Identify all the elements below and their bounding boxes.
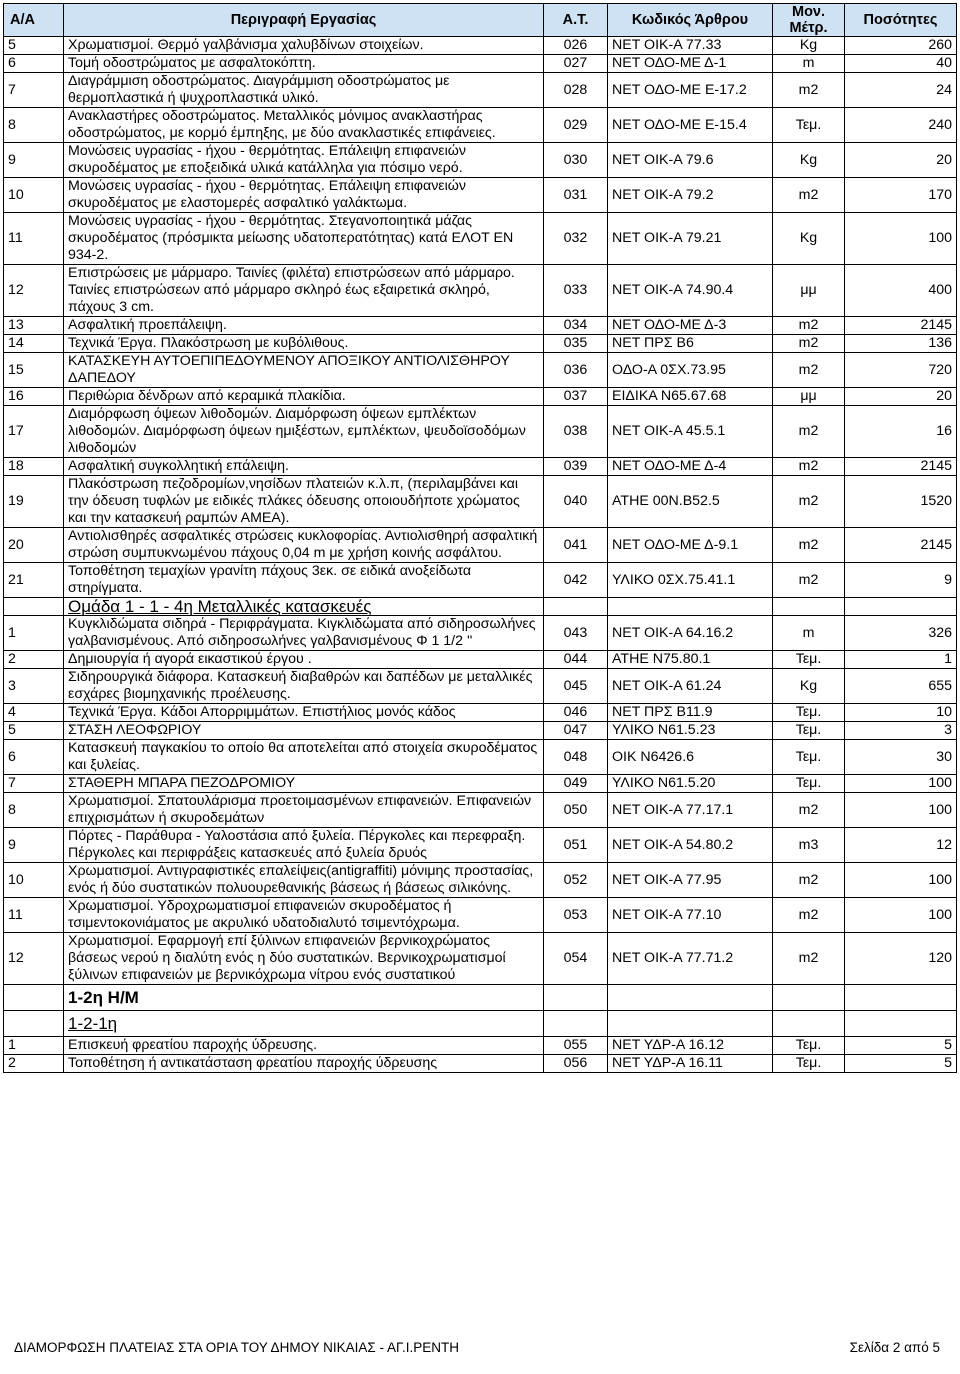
row-quantity: 10 — [845, 704, 957, 722]
row-unit: m2 — [773, 317, 845, 335]
row-description: Χρωματισμοί. Σπατουλάρισμα προετοιμασμένων επιφανειών. Επιφανειών επιχρισμάτων ή σκυροδεμάτων — [64, 793, 544, 828]
row-number: 17 — [4, 406, 64, 458]
table-row — [4, 1037, 957, 1055]
row-article-code: ΕΙΔΙΚΑ Ν65.67.68 — [608, 388, 773, 406]
table-row — [4, 740, 957, 775]
row-description: Τομή οδοστρώματος με ασφαλτοκόπτη. — [64, 55, 544, 73]
table-row — [4, 563, 957, 598]
row-quantity: 20 — [845, 388, 957, 406]
row-article-code: ΑΤΗΕ 00Ν.Β52.5 — [608, 476, 773, 528]
row-quantity: 16 — [845, 406, 957, 458]
row-at: 056 — [544, 1055, 608, 1073]
header-description: Περιγραφή Εργασίας — [64, 4, 544, 37]
row-at: 043 — [544, 616, 608, 651]
row-article-code: ΝΕΤ ΟΔΟ-ΜΕ Δ-9.1 — [608, 528, 773, 563]
row-number: 7 — [4, 73, 64, 108]
row-at: 032 — [544, 213, 608, 265]
row-article-code: ΝΕΤ ΟΔΟ-ΜΕ Δ-4 — [608, 458, 773, 476]
row-number: 5 — [4, 37, 64, 55]
row-at: 048 — [544, 740, 608, 775]
row-at: 035 — [544, 335, 608, 353]
row-unit: Τεμ. — [773, 704, 845, 722]
row-quantity: 24 — [845, 73, 957, 108]
row-at: 054 — [544, 933, 608, 985]
table-row — [4, 406, 957, 458]
row-number: 14 — [4, 335, 64, 353]
row-at: 037 — [544, 388, 608, 406]
row-number: 2 — [4, 651, 64, 669]
row-number: 20 — [4, 528, 64, 563]
row-unit: Τεμ. — [773, 651, 845, 669]
row-at: 027 — [544, 55, 608, 73]
row-quantity: 100 — [845, 863, 957, 898]
row-description: Χρωματισμοί. Θερμό γαλβάνισμα χαλυβδίνων στοιχείων. — [64, 37, 544, 55]
row-number: 10 — [4, 178, 64, 213]
row-description: Επισκευή φρεατίου παροχής ύδρευσης. — [64, 1037, 544, 1055]
row-number: 7 — [4, 775, 64, 793]
row-unit: μμ — [773, 388, 845, 406]
row-description: Αντιολισθηρές ασφαλτικές στρώσεις κυκλοφορίας. Αντιολισθηρή ασφαλτική στρώση συμπυκνωμένου πάχους 0,04 m με χρήση κοινής ασφάλτου. — [64, 528, 544, 563]
row-unit: m2 — [773, 406, 845, 458]
row-description: Μονώσεις υγρασίας - ήχου - θερμότητας. Επάλειψη επιφανειών σκυροδέματος με εποξειδικά υλικά κατάλληλα για πόσιμο νερό. — [64, 143, 544, 178]
footer-project-title: ΔΙΑΜΟΡΦΩΣΗ ΠΛΑΤΕΙΑΣ ΣΤΑ ΟΡΙΑ ΤΟΥ ΔΗΜΟΥ ΝΙΚΑΙΑΣ - ΑΓ.Ι.ΡΕΝΤΗ — [14, 1340, 459, 1355]
row-article-code: ΝΕΤ ΟΙΚ-Α 77.95 — [608, 863, 773, 898]
row-article-code: ΥΛΙΚΟ 0ΣΧ.75.41.1 — [608, 563, 773, 598]
row-article-code: ΝΕΤ ΟΙΚ-Α 77.17.1 — [608, 793, 773, 828]
rows-group-c — [4, 1037, 957, 1073]
row-number: 9 — [4, 828, 64, 863]
table-row — [4, 775, 957, 793]
row-description: Διαγράμμιση οδοστρώματος. Διαγράμμιση οδοστρώματος με θερμοπλαστικά ή ψυχροπλαστικά υλικό. — [64, 73, 544, 108]
row-at: 044 — [544, 651, 608, 669]
row-description: Κατασκευή παγκακίου το οποίο θα αποτελείται από στοιχεία σκυροδέματος και ξυλείας. — [64, 740, 544, 775]
row-article-code: ΝΕΤ ΟΔΟ-ΜΕ Δ-1 — [608, 55, 773, 73]
row-number: 13 — [4, 317, 64, 335]
table-row — [4, 704, 957, 722]
row-at: 041 — [544, 528, 608, 563]
row-unit: m2 — [773, 563, 845, 598]
table-row — [4, 933, 957, 985]
row-number: 21 — [4, 563, 64, 598]
row-quantity: 260 — [845, 37, 957, 55]
row-unit: Τεμ. — [773, 740, 845, 775]
row-unit: Kg — [773, 37, 845, 55]
row-at: 047 — [544, 722, 608, 740]
row-quantity: 5 — [845, 1055, 957, 1073]
row-article-code: ΝΕΤ ΟΔΟ-ΜΕ Ε-17.2 — [608, 73, 773, 108]
row-unit: Τεμ. — [773, 1055, 845, 1073]
row-number: 11 — [4, 898, 64, 933]
row-unit: m2 — [773, 528, 845, 563]
table-row — [4, 458, 957, 476]
row-quantity: 100 — [845, 775, 957, 793]
row-quantity: 240 — [845, 108, 957, 143]
row-article-code: ΝΕΤ ΠΡΣ Β11.9 — [608, 704, 773, 722]
row-unit: Kg — [773, 143, 845, 178]
header-quantity: Ποσότητες — [845, 4, 957, 37]
row-description: ΚΑΤΑΣΚΕΥΗ ΑΥΤΟΕΠΙΠΕΔΟΥΜΕΝΟΥ ΑΠΟΞΙΚΟΥ ΑΝΤΙΟΛΙΣΘΗΡΟΥ ΔΑΠΕΔΟΥ — [64, 353, 544, 388]
row-unit: μμ — [773, 265, 845, 317]
row-article-code: ΥΛΙΚΟ Ν61.5.20 — [608, 775, 773, 793]
row-at: 042 — [544, 563, 608, 598]
row-number: 8 — [4, 108, 64, 143]
table-row — [4, 793, 957, 828]
row-number: 19 — [4, 476, 64, 528]
row-at: 039 — [544, 458, 608, 476]
row-quantity: 1 — [845, 651, 957, 669]
table-row — [4, 55, 957, 73]
row-description: Χρωματισμοί. Αντιγραφιστικές επαλείψεις(antigraffiti) μόνιμης προστασίας, ενός ή δύο συστατικών πολυουρεθανικής βάσεως ή βάσεως σιλικόνης. — [64, 863, 544, 898]
row-unit: m2 — [773, 458, 845, 476]
table-row — [4, 265, 957, 317]
row-quantity: 2145 — [845, 528, 957, 563]
table-row — [4, 213, 957, 265]
row-description: Μονώσεις υγρασίας - ήχου - θερμότητας. Στεγανοποιητικά μάζας σκυροδέματος (πρόσμικτα μείωσης υδατοπερατότητας) κατά ΕΛΟΤ ΕΝ 934-2. — [64, 213, 544, 265]
row-quantity: 326 — [845, 616, 957, 651]
document-page — [3, 3, 956, 1073]
row-number: 15 — [4, 353, 64, 388]
row-article-code: ΝΕΤ ΟΙΚ-Α 79.6 — [608, 143, 773, 178]
row-unit: m2 — [773, 178, 845, 213]
row-description: Δημιουργία ή αγορά εικαστικού έργου . — [64, 651, 544, 669]
row-article-code: ΝΕΤ ΟΔΟ-ΜΕ Δ-3 — [608, 317, 773, 335]
section-title-section — [4, 985, 957, 1037]
row-at: 052 — [544, 863, 608, 898]
table-row — [4, 476, 957, 528]
row-at: 038 — [544, 406, 608, 458]
table-row — [4, 108, 957, 143]
row-article-code: ΝΕΤ ΠΡΣ Β6 — [608, 335, 773, 353]
row-unit: Τεμ. — [773, 722, 845, 740]
row-quantity: 3 — [845, 722, 957, 740]
row-number: 4 — [4, 704, 64, 722]
table-row — [4, 828, 957, 863]
table-row — [4, 616, 957, 651]
row-at: 034 — [544, 317, 608, 335]
row-number: 6 — [4, 740, 64, 775]
row-unit: Τεμ. — [773, 108, 845, 143]
rows-group-b — [4, 616, 957, 985]
row-quantity: 1520 — [845, 476, 957, 528]
row-quantity: 100 — [845, 898, 957, 933]
table-row — [4, 1055, 957, 1073]
group-title-row — [4, 598, 957, 616]
row-quantity: 655 — [845, 669, 957, 704]
row-at: 045 — [544, 669, 608, 704]
table-row — [4, 335, 957, 353]
table-row — [4, 143, 957, 178]
row-description: ΣΤΑΣΗ ΛΕΟΦΩΡΙΟΥ — [64, 722, 544, 740]
row-description: Περιθώρια δένδρων από κεραμικά πλακίδια. — [64, 388, 544, 406]
row-number: 12 — [4, 265, 64, 317]
row-at: 049 — [544, 775, 608, 793]
row-unit: m2 — [773, 335, 845, 353]
row-at: 051 — [544, 828, 608, 863]
table-row — [4, 898, 957, 933]
row-at: 053 — [544, 898, 608, 933]
row-at: 028 — [544, 73, 608, 108]
row-number: 16 — [4, 388, 64, 406]
table-row — [4, 37, 957, 55]
row-quantity: 170 — [845, 178, 957, 213]
row-description: Ασφαλτική συγκολλητική επάλειψη. — [64, 458, 544, 476]
footer-page-number: Σελίδα 2 από 5 — [849, 1340, 940, 1355]
row-article-code: ΝΕΤ ΟΙΚ-Α 74.90.4 — [608, 265, 773, 317]
row-at: 055 — [544, 1037, 608, 1055]
row-article-code: ΝΕΤ ΟΙΚ-Α 45.5.1 — [608, 406, 773, 458]
table-row — [4, 863, 957, 898]
row-unit: m — [773, 55, 845, 73]
row-unit: m3 — [773, 828, 845, 863]
row-description: Επιστρώσεις με μάρμαρο. Ταινίες (φιλέτα) επιστρώσεων από μάρμαρο. Ταινίες επιστρώσεων από μάρμαρο σκληρό έως εξαιρετικά σκληρό, πάχους 3 cm. — [64, 265, 544, 317]
row-unit: m2 — [773, 898, 845, 933]
subsection-title: 1-2-1η — [64, 1011, 544, 1037]
row-quantity: 2145 — [845, 458, 957, 476]
rows-group-a — [4, 37, 957, 598]
row-description: Διαμόρφωση όψεων λιθοδομών. Διαμόρφωση όψεων εμπλέκτων λιθοδομών. Διαμόρφωση όψεων ημιξέστων, εμπλέκτων, ψευδοϊσοδόμων λιθοδομών — [64, 406, 544, 458]
row-quantity: 100 — [845, 793, 957, 828]
row-description: Τοποθέτηση τεμαχίων γρανίτη πάχους 3εκ. σε ειδικά ανοξείδωτα στηρίγματα. — [64, 563, 544, 598]
row-description: Τεχνικά Έργα. Πλακόστρωση με κυβόλιθους. — [64, 335, 544, 353]
row-article-code: ΝΕΤ ΟΙΚ-Α 64.16.2 — [608, 616, 773, 651]
row-quantity: 136 — [845, 335, 957, 353]
row-article-code: ΝΕΤ ΟΙΚ-Α 79.2 — [608, 178, 773, 213]
table-row — [4, 317, 957, 335]
table-row — [4, 388, 957, 406]
row-unit: Τεμ. — [773, 1037, 845, 1055]
row-at: 030 — [544, 143, 608, 178]
row-number: 1 — [4, 616, 64, 651]
row-description: Πλακόστρωση πεζοδρομίων,νησίδων πλατειών κ.λ.π, (περιλαμβάνει και την όδευση τυφλών με ειδικές πλάκες όδευσης οποιουδήποτε χρώματος και την κατασκευή ραμπών ΑΜΕΑ). — [64, 476, 544, 528]
row-article-code: ΟΔΟ-Α 0ΣΧ.73.95 — [608, 353, 773, 388]
row-article-code: ΝΕΤ ΟΙΚ-Α 61.24 — [608, 669, 773, 704]
table-row — [4, 353, 957, 388]
table-row — [4, 722, 957, 740]
row-number: 8 — [4, 793, 64, 828]
row-article-code: ΝΕΤ ΟΙΚ-Α 77.71.2 — [608, 933, 773, 985]
row-article-code: ΝΕΤ ΥΔΡ-Α 16.12 — [608, 1037, 773, 1055]
row-at: 036 — [544, 353, 608, 388]
row-number: 2 — [4, 1055, 64, 1073]
subsection-title-row — [4, 1011, 957, 1037]
header-unit: Μον. Μέτρ. — [773, 4, 845, 37]
row-number: 5 — [4, 722, 64, 740]
table-header-row — [4, 4, 957, 37]
row-unit: m2 — [773, 476, 845, 528]
table-row — [4, 528, 957, 563]
row-number: 3 — [4, 669, 64, 704]
row-at: 046 — [544, 704, 608, 722]
header-article-code: Κωδικός Άρθρου — [608, 4, 773, 37]
row-unit: Kg — [773, 213, 845, 265]
row-at: 029 — [544, 108, 608, 143]
row-description: Ανακλαστήρες οδοστρώματος. Μεταλλικός μόνιμος ανακλαστήρας οδοστρώματος, με κορμό έμπηξης, με δύο ανακλαστικές επιφάνειες. — [64, 108, 544, 143]
row-description: ΣΤΑΘΕΡΗ ΜΠΑΡΑ ΠΕΖΟΔΡΟΜΙΟΥ — [64, 775, 544, 793]
group-title: Ομάδα 1 - 1 - 4η Μεταλλικές κατασκευές — [64, 598, 544, 616]
row-quantity: 5 — [845, 1037, 957, 1055]
row-article-code: ΝΕΤ ΟΙΚ-Α 79.21 — [608, 213, 773, 265]
row-unit: m2 — [773, 353, 845, 388]
row-quantity: 20 — [845, 143, 957, 178]
row-description: Χρωματισμοί. Εφαρμογή επί ξύλινων επιφανειών βερνικοχρώματος βάσεως νερού η διαλύτη ενός η δύο συστατικών. Βερνικοχρωματισμοί ξύλινων επιφανειών με βερνικόχρωμα νίτρου ενός συστατικού — [64, 933, 544, 985]
table-row — [4, 73, 957, 108]
row-quantity: 30 — [845, 740, 957, 775]
section-title: 1-2η Η/Μ — [64, 985, 544, 1011]
row-number: 6 — [4, 55, 64, 73]
row-unit: m2 — [773, 933, 845, 985]
row-at: 026 — [544, 37, 608, 55]
row-quantity: 100 — [845, 213, 957, 265]
row-number: 18 — [4, 458, 64, 476]
row-quantity: 9 — [845, 563, 957, 598]
group-title-section — [4, 598, 957, 616]
row-unit: m2 — [773, 863, 845, 898]
works-table — [3, 3, 957, 1073]
row-unit: Τεμ. — [773, 775, 845, 793]
row-unit: Kg — [773, 669, 845, 704]
row-unit: m2 — [773, 73, 845, 108]
row-article-code: ΟΙΚ Ν6426.6 — [608, 740, 773, 775]
row-article-code: ΝΕΤ ΟΔΟ-ΜΕ Ε-15.4 — [608, 108, 773, 143]
row-number: 9 — [4, 143, 64, 178]
row-description: Σιδηρουργικά διάφορα. Κατασκευή διαβαθρών και δαπέδων με μεταλλικές εσχάρες βιομηχανικής προέλευσης. — [64, 669, 544, 704]
section-title-row — [4, 985, 957, 1011]
row-at: 031 — [544, 178, 608, 213]
row-quantity: 720 — [845, 353, 957, 388]
row-unit: m — [773, 616, 845, 651]
row-quantity: 40 — [845, 55, 957, 73]
row-article-code: ΝΕΤ ΟΙΚ-Α 77.33 — [608, 37, 773, 55]
row-description: Χρωματισμοί. Υδροχρωματισμοί επιφανειών σκυροδέματος ή τσιμεντοκονιάματος με ακρυλικό υδατοδιαλυτό τσιμεντόχρωμα. — [64, 898, 544, 933]
row-article-code: ΝΕΤ ΟΙΚ-Α 54.80.2 — [608, 828, 773, 863]
row-quantity: 12 — [845, 828, 957, 863]
header-at: Α.Τ. — [544, 4, 608, 37]
row-at: 040 — [544, 476, 608, 528]
row-at: 050 — [544, 793, 608, 828]
row-article-code: ΝΕΤ ΥΔΡ-Α 16.11 — [608, 1055, 773, 1073]
header-aa: Α/Α — [4, 4, 64, 37]
row-quantity: 400 — [845, 265, 957, 317]
row-description: Τοποθέτηση ή αντικατάσταση φρεατίου παροχής ύδρευσης — [64, 1055, 544, 1073]
row-number: 12 — [4, 933, 64, 985]
row-at: 033 — [544, 265, 608, 317]
row-description: Ασφαλτική προεπάλειψη. — [64, 317, 544, 335]
row-description: Τεχνικά Έργα. Κάδοι Απορριμμάτων. Επιστήλιος μονός κάδος — [64, 704, 544, 722]
row-description: Πόρτες - Παράθυρα - Υαλοστάσια από ξυλεία. Πέργκολες και περεφραξη. Πέργκολες και περιφράξεις κατασκευές από ξυλεία δρυός — [64, 828, 544, 863]
row-article-code: ΥΛΙΚΟ Ν61.5.23 — [608, 722, 773, 740]
row-quantity: 120 — [845, 933, 957, 985]
row-description: Μονώσεις υγρασίας - ήχου - θερμότητας. Επάλειψη επιφανειών σκυροδέματος με ελαστομερές ασφαλτικό γαλάκτωμα. — [64, 178, 544, 213]
row-article-code: ΑΤΗΕ Ν75.80.1 — [608, 651, 773, 669]
row-number: 10 — [4, 863, 64, 898]
row-quantity: 2145 — [845, 317, 957, 335]
table-row — [4, 669, 957, 704]
table-row — [4, 651, 957, 669]
row-number: 1 — [4, 1037, 64, 1055]
row-article-code: ΝΕΤ ΟΙΚ-Α 77.10 — [608, 898, 773, 933]
row-number: 11 — [4, 213, 64, 265]
row-description: Κυγκλιδώματα σιδηρά - Περιφράγματα. Κιγκλιδώματα από σιδηροσωλήνες γαλβανισμένους. Από σιδηροσωλήνες γαλβανισμένους Φ 1 1/2 '' — [64, 616, 544, 651]
row-unit: m2 — [773, 793, 845, 828]
table-row — [4, 178, 957, 213]
